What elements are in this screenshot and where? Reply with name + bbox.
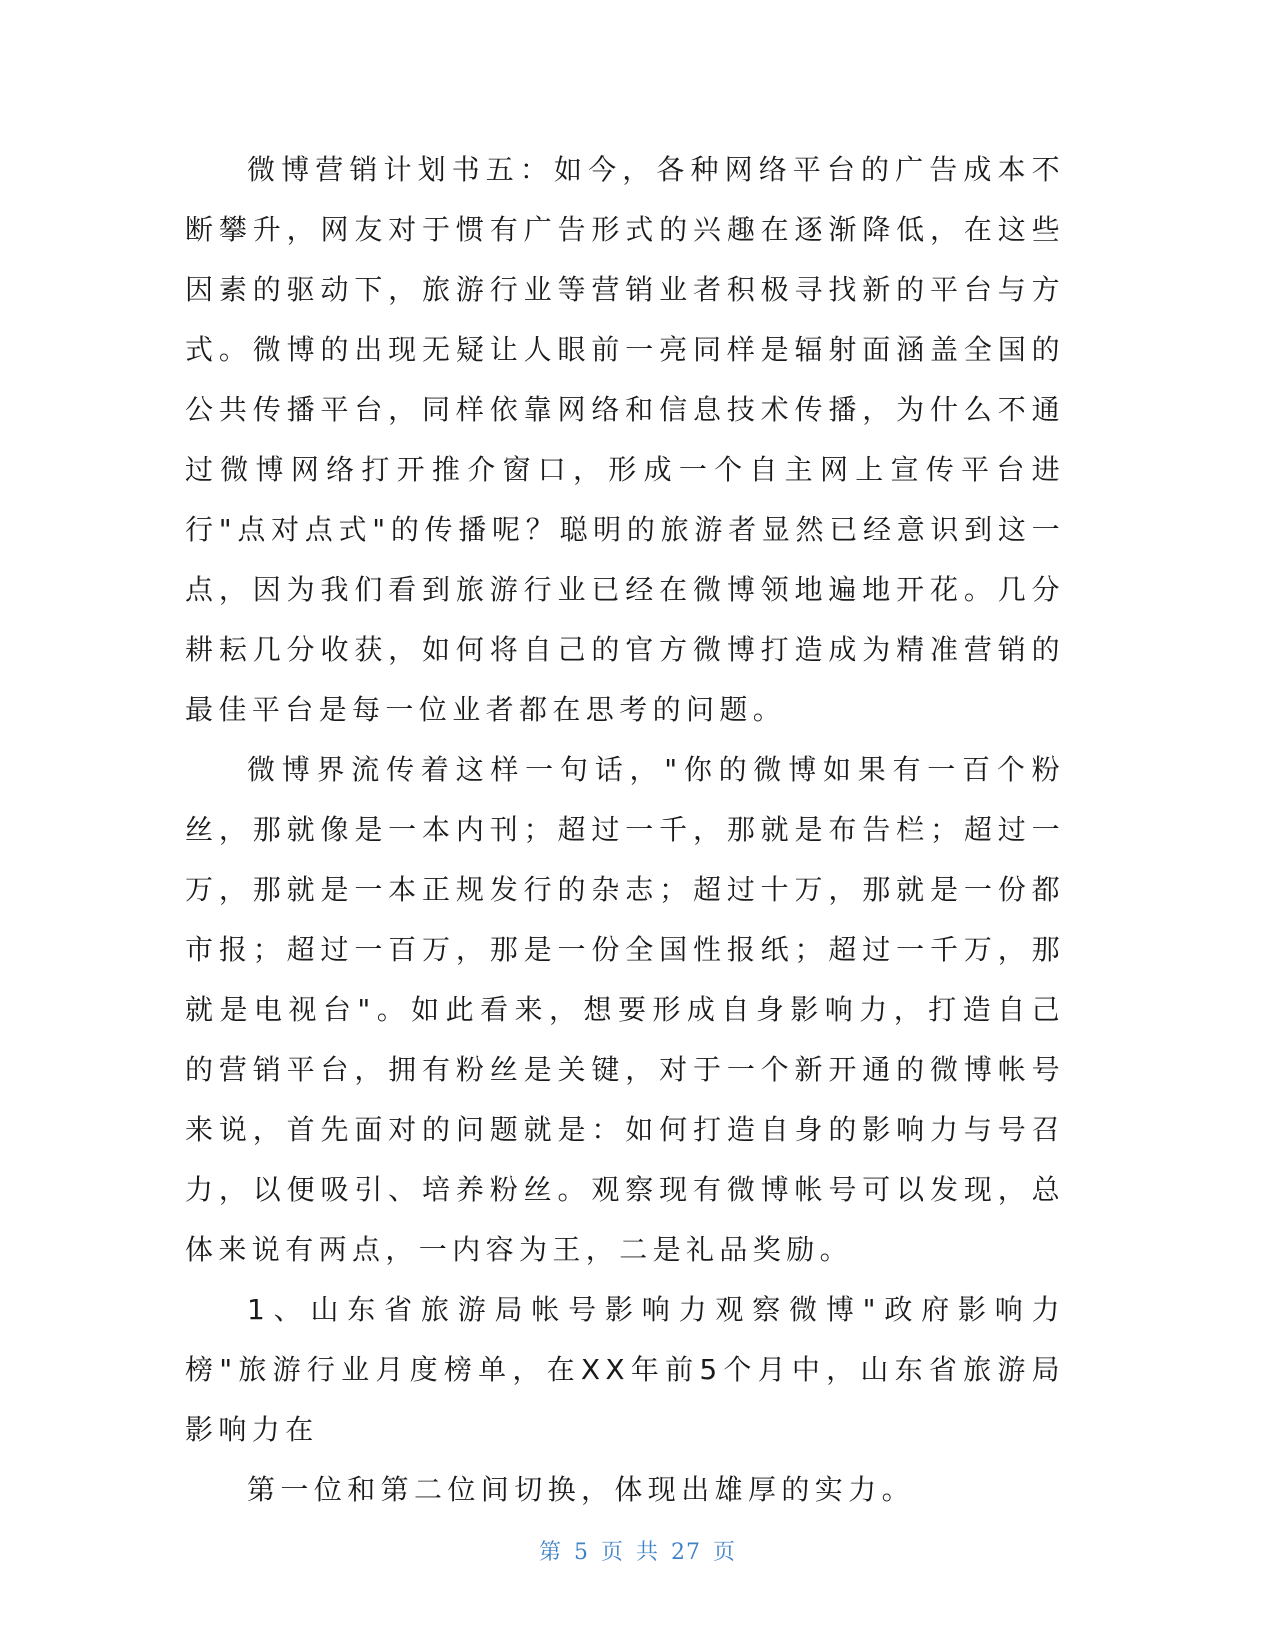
footer-total-prefix: 共 xyxy=(636,1540,660,1565)
footer-prefix: 第 xyxy=(538,1540,562,1565)
document-body xyxy=(185,140,1065,1520)
footer-suffix: 页 xyxy=(713,1540,737,1565)
paragraph-shandong-observation: 1、山东省旅游局帐号影响力观察微博"政府影响力榜"旅游行业月度榜单，在XX年前5个月中，山东省旅游局影响力在 xyxy=(185,1293,1065,1446)
paragraph-intro: 微博营销计划书五：如今，各种网络平台的广告成本不断攀升，网友对于惯有广告形式的兴趣在逐渐降低，在这些因素的驱动下，旅游行业等营销业者积极寻找新的平台与方式。微博的出现无疑让人眼前一亮同样是辐射面涵盖全国的公共传播平台，同样依靠网络和信息技术传播，为什么不通过微博网络打开推介窗口，形成一个自主网上宣传平台进行"点对点式"的传播呢？聪明的旅游者显然已经意识到这一点，因为我们看到旅游行业已经在微博领地遍地开花。几分耕耘几分收获，如何将自己的官方微博打造成为精准营销的最佳平台是每一位业者都在思考的问题。 xyxy=(185,153,1065,726)
paragraph-shandong-continued: 第一位和第二位间切换，体现出雄厚的实力。 xyxy=(247,1473,916,1506)
paragraph-fans-saying: 微博界流传着这样一句话，"你的微博如果有一百个粉丝，那就像是一本内刊；超过一千，那就是布告栏；超过一万，那就是一本正规发行的杂志；超过十万，那就是一份都市报；超过一百万，那是一份全国性报纸；超过一千万，那就是电视台"。如此看来，想要形成自身影响力，打造自己的营销平台，拥有粉丝是关键，对于一个新开通的微博帐号来说，首先面对的问题就是：如何打造自身的影响力与号召力，以便吸引、培养粉丝。观察现有微博帐号可以发现，总体来说有两点，一内容为王，二是礼品奖励。 xyxy=(185,753,1065,1266)
footer-total-pages: 27 xyxy=(671,1540,702,1565)
page-number-footer xyxy=(0,1535,1275,1566)
footer-current-page: 5 xyxy=(573,1540,589,1565)
footer-page-word: 页 xyxy=(600,1540,624,1565)
